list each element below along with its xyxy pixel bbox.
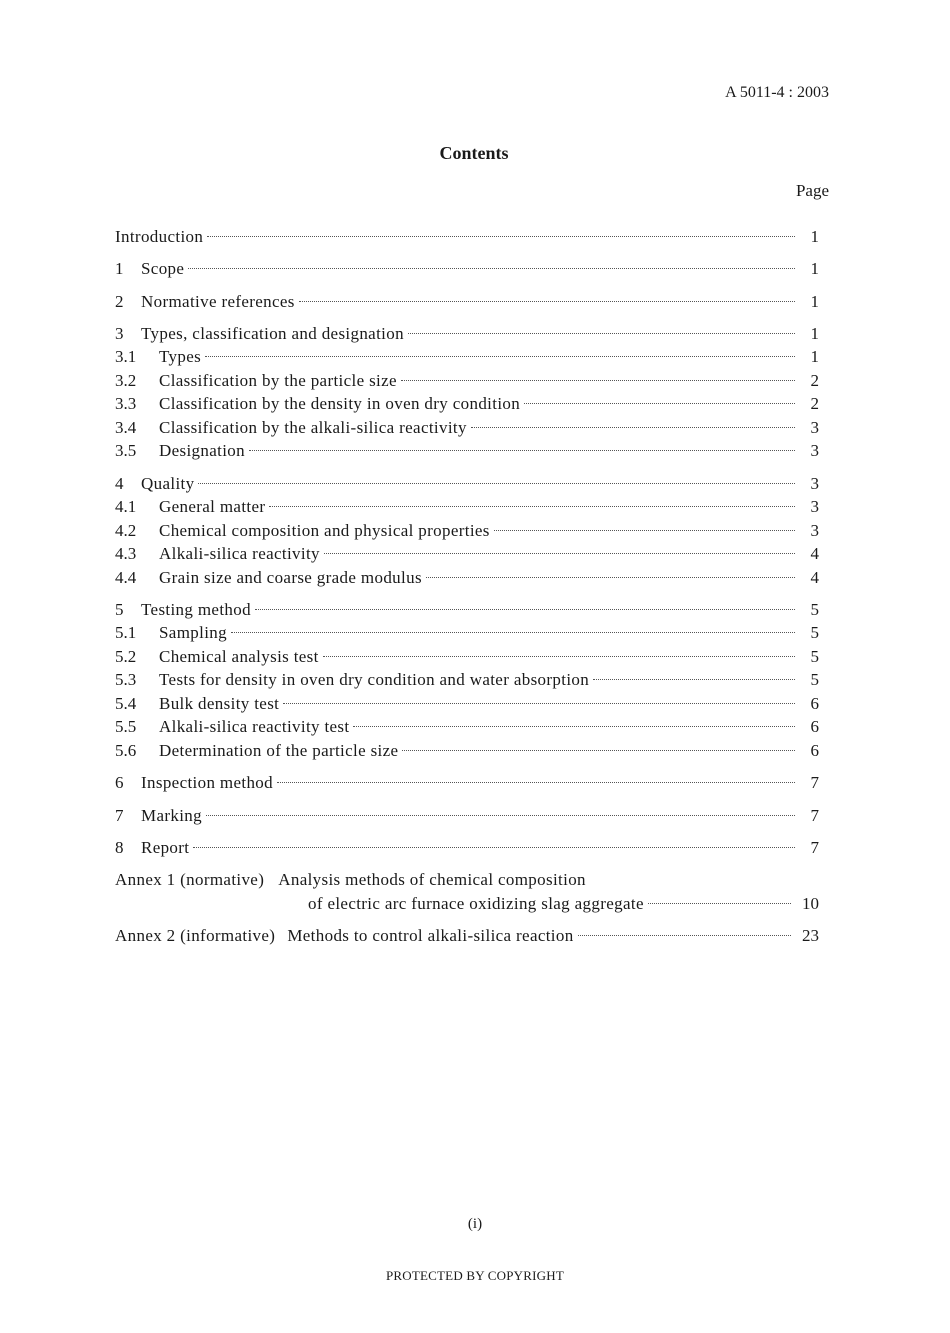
toc-entry-label: Determination of the particle size [159, 740, 399, 760]
toc-entry-number: 6 [115, 773, 124, 793]
toc-entry-number: 3.4 [115, 417, 137, 437]
toc-entry-introduction[interactable] [115, 225, 819, 249]
toc-entry-number: 5.5 [115, 717, 137, 737]
toc-entry-label: Alkali-silica reactivity test [159, 717, 350, 737]
toc-entry-label: Bulk density test [159, 693, 280, 713]
toc-entry-page: 3 [810, 417, 819, 437]
toc-leader-dots [426, 577, 795, 578]
toc-leader-dots [198, 483, 795, 484]
toc-entry-number: 3.5 [115, 441, 137, 461]
toc-entry-page: 7 [810, 837, 819, 857]
toc-entry-label: Types [159, 347, 202, 367]
toc-entry-label: Tests for density in oven dry condition and water absorption [159, 670, 590, 690]
toc-leader-dots [269, 506, 795, 507]
annex-prefix: Annex 2 (informative) [115, 925, 276, 945]
toc-entry-page: 1 [810, 259, 819, 279]
toc-leader-dots [205, 356, 795, 357]
toc-leader-dots [408, 333, 795, 334]
table-of-contents [115, 225, 819, 947]
toc-leader-dots [494, 530, 795, 531]
toc-entry-page: 7 [810, 773, 819, 793]
annex-title-line-1: Analysis methods of chemical composition [278, 870, 586, 890]
toc-entry-page: 1 [810, 323, 819, 343]
copyright-notice: PROTECTED BY COPYRIGHT [386, 1268, 564, 1283]
toc-entry-number: 1 [115, 259, 124, 279]
toc-entry-page: 1 [810, 291, 819, 311]
toc-leader-dots [193, 847, 795, 848]
toc-entry-page: 1 [810, 227, 819, 246]
toc-entry-page: 4 [810, 567, 819, 587]
toc-entry-page: 6 [810, 740, 819, 760]
toc-entry-label: Quality [141, 473, 195, 493]
toc-entry-page: 3 [810, 473, 819, 493]
page-column-header: Page [795, 181, 829, 200]
toc-entry-number: 5.2 [115, 646, 137, 666]
toc-entry-label: Testing method [141, 599, 251, 619]
toc-entry-number: 8 [115, 837, 124, 857]
toc-leader-dots [277, 782, 795, 783]
toc-leader-dots [324, 553, 795, 554]
toc-entry-page: 6 [810, 717, 819, 737]
toc-leader-dots [255, 609, 795, 610]
toc-entry-number: 5 [115, 599, 124, 619]
toc-leader-dots [471, 427, 795, 428]
toc-entry-number: 2 [115, 291, 124, 311]
toc-leader-dots [231, 632, 795, 633]
toc-entry-testing-method[interactable] [115, 598, 819, 622]
toc-leader-dots [402, 750, 795, 751]
toc-entry-5-6[interactable] [115, 739, 819, 763]
toc-entry-page: 5 [810, 670, 819, 690]
annex-title: Methods to control alkali-silica reaction [287, 925, 574, 945]
toc-leader-dots [207, 236, 795, 237]
toc-entry-report[interactable] [115, 836, 819, 860]
toc-entry-page: 2 [810, 394, 819, 414]
toc-entry-page: 5 [810, 599, 819, 619]
toc-leader-dots [648, 903, 791, 904]
toc-leader-dots [353, 726, 795, 727]
toc-entry-number: 4.3 [115, 544, 137, 564]
toc-entry-label: Classification by the density in oven dry condition [159, 394, 521, 414]
toc-entry-inspection-method[interactable] [115, 771, 819, 795]
toc-entry-3-4[interactable] [115, 416, 819, 440]
toc-entry-number: 5.1 [115, 623, 137, 643]
toc-entry-3-5[interactable] [115, 439, 819, 463]
toc-entry-3-1[interactable] [115, 345, 819, 369]
toc-entry-page: 5 [810, 623, 819, 643]
toc-entry-5-2[interactable] [115, 645, 819, 669]
annex-prefix: Annex 1 (normative) [115, 870, 265, 890]
toc-entry-number: 3 [115, 323, 124, 343]
toc-entry-page: 7 [810, 805, 819, 825]
toc-entry-4-3[interactable] [115, 542, 819, 566]
toc-entry-label: Grain size and coarse grade modulus [159, 567, 422, 587]
toc-entry-marking[interactable] [115, 804, 819, 828]
toc-entry-label: Classification by the alkali-silica reactivity [159, 417, 467, 437]
toc-entry-page: 5 [810, 646, 819, 666]
toc-entry-label: Inspection method [141, 773, 274, 793]
toc-entry-number: 7 [115, 805, 124, 825]
toc-entry-page: 1 [810, 347, 819, 367]
toc-entry-label: Designation [159, 441, 246, 461]
document-id: A 5011-4 : 2003 [725, 84, 829, 101]
toc-entry-page: 3 [810, 497, 819, 517]
toc-leader-dots [299, 301, 795, 302]
toc-entry-5-5[interactable] [115, 715, 819, 739]
toc-entry-quality[interactable] [115, 472, 819, 496]
toc-entry-5-3[interactable] [115, 668, 819, 692]
toc-entry-number: 4.4 [115, 567, 137, 587]
toc-entry-label: Marking [141, 805, 202, 825]
toc-entry-label: Classification by the particle size [159, 370, 397, 390]
toc-leader-dots [578, 935, 791, 936]
toc-entry-label: Chemical analysis test [159, 646, 319, 666]
toc-entry-label: General matter [159, 497, 266, 517]
toc-entry-page: 4 [810, 544, 819, 564]
toc-entry-label: Scope [141, 259, 185, 279]
toc-entry-page: 3 [810, 520, 819, 540]
toc-entry-5-4[interactable] [115, 692, 819, 716]
toc-entry-number: 5.4 [115, 693, 137, 713]
toc-entry-types-classification[interactable] [115, 322, 819, 346]
toc-entry-number: 4.1 [115, 497, 137, 517]
toc-leader-dots [524, 403, 795, 404]
page-folio: (i) [467, 1216, 483, 1232]
toc-entry-label: Normative references [141, 291, 295, 311]
toc-leader-dots [188, 268, 795, 269]
toc-entry-4-2[interactable] [115, 519, 819, 543]
toc-leader-dots [249, 450, 795, 451]
toc-entry-label: Sampling [159, 623, 227, 643]
toc-entry-page: 10 [802, 893, 819, 913]
toc-entry-label: Report [141, 837, 190, 857]
toc-entry-label: Alkali-silica reactivity [159, 544, 320, 564]
toc-entry-number: 4.2 [115, 520, 137, 540]
toc-leader-dots [323, 656, 795, 657]
toc-entry-number: 5.3 [115, 670, 137, 690]
toc-leader-dots [206, 815, 795, 816]
toc-leader-dots [283, 703, 795, 704]
toc-entry-5-1[interactable] [115, 621, 819, 645]
toc-leader-dots [401, 380, 795, 381]
toc-entry-number: 5.6 [115, 740, 137, 760]
toc-entry-number: 4 [115, 473, 124, 493]
toc-entry-annex-1[interactable] [115, 868, 819, 915]
toc-entry-normative-references[interactable] [115, 290, 819, 314]
toc-entry-4-4[interactable] [115, 566, 819, 590]
toc-entry-label: Introduction [115, 227, 204, 246]
toc-entry-page: 6 [810, 693, 819, 713]
toc-entry-scope[interactable] [115, 257, 819, 281]
toc-entry-3-3[interactable] [115, 392, 819, 416]
toc-leader-dots [593, 679, 795, 680]
toc-entry-number: 3.1 [115, 347, 137, 367]
toc-entry-number: 3.2 [115, 370, 137, 390]
toc-entry-annex-2[interactable] [115, 924, 819, 948]
toc-entry-4-1[interactable] [115, 495, 819, 519]
toc-entry-label: Types, classification and designation [141, 323, 404, 343]
annex-title-line-2: of electric arc furnace oxidizing slag aggregate [308, 893, 644, 913]
toc-entry-number: 3.3 [115, 394, 137, 414]
toc-entry-page: 23 [802, 925, 819, 945]
toc-entry-page: 2 [810, 370, 819, 390]
contents-title: Contents [439, 143, 509, 163]
toc-entry-page: 3 [810, 441, 819, 461]
toc-entry-label: Chemical composition and physical properties [159, 520, 490, 540]
toc-entry-3-2[interactable] [115, 369, 819, 393]
